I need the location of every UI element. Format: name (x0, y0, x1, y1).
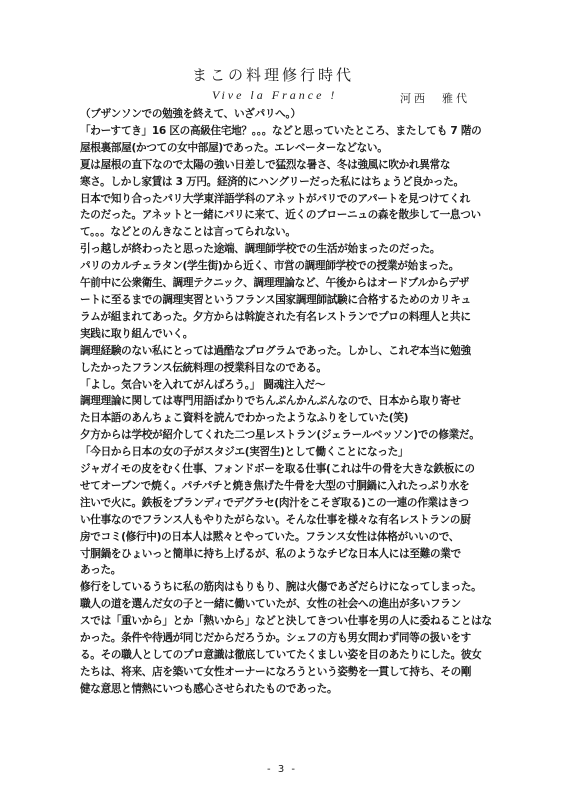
body-line: 夏は屋根の直下なので太陽の強い日差しで猛烈な暑さ、冬は強風に吹かれ異常な (80, 158, 451, 171)
body-line: 「今日から日本の女の子がスタジエ(実習生)として働くことになった」 (80, 446, 409, 459)
body-line: て。。。などとのんきなことは言ってられない。 (80, 226, 296, 239)
body-line: 「わーすてき」16 区の高級住宅地？。。。などと思っていたところ、またしても 7 階の (80, 124, 482, 137)
body-line: 夕方からは学校が紹介してくれた二つ星レストラン(ジェラールベッソン)での修業だ。 (80, 429, 480, 442)
body-line: 「よし。気合いを入れてがんばろう。」 闘魂注入だ～ (80, 378, 326, 391)
article-subtitle: Vive la France ! (212, 88, 338, 102)
body-line: 引っ越しが終わったと思った途端、調理師学校での生活が始まったのだった。 (80, 243, 441, 256)
body-line: ジャガイモの皮をむく仕事、フォンドボーを取る仕事(これは牛の骨を大きな鉄板にの (80, 463, 475, 476)
body-line: かった。条件や待遇が同じだからだろうか。シェフの方も男女問わず同等の扱いをす (80, 632, 471, 645)
body-line: ートに至るまでの調理実習というフランス国家調理師試験に合格するためのカリキュ (80, 293, 471, 306)
body-line: たちは、将来、店を築いて女性オーナーになろうという姿勢を一貫して持ち、その剛 (80, 665, 472, 678)
body-line: たのだった。アネットと一緒にパリに来て、近くのブローニュの森を散歩して一息つい (80, 209, 481, 222)
body-line: 修行をしているうちに私の筋肉はもりもり、腕は火傷であざだらけになってしまった。 (80, 581, 482, 594)
body-line: 注いで火に。鉄板をブランディでデグラセ(肉汁をこそぎ取る)この一連の作業はきつ (80, 496, 469, 509)
body-line: 日本で知り合ったパリ大学東洋語学科のアネットがパリでのアパートを見つけてくれ (80, 192, 470, 205)
body-line: た日本語のあんちょこ資料を読んでわかったようなふりをしていた(笑) (80, 412, 409, 425)
body-line: せてオーブンで焼く。パチパチと焼き焦げた牛骨を大型の寸胴鍋に入れたっぷり水を (80, 479, 470, 492)
author-name: 河西 雅代 (400, 92, 470, 105)
body-line: あった。 (80, 564, 122, 577)
page-number: - 3 - (267, 764, 297, 775)
body-line: 調理理論に関しては専門用語ばかりでちんぷんかんぷんなので、日本から取り寄せ (80, 395, 461, 408)
body-line: 午前中に公衆衛生、調理テクニック、調理理論など、午後からはオードブルからデザ (80, 277, 469, 290)
body-line: 寸胴鍋をひょいっと簡単に持ち上げるが、私のようなチビな日本人には至難の業で (80, 547, 461, 560)
body-line: る。その職人としてのプロ意識は徹底していてたくましい姿を目のあたりにした。彼女 (80, 649, 482, 661)
body-line: い仕事なのでフランス人もやりたがらない。そんな仕事を様々な有名レストランの厨 (80, 513, 471, 526)
body-line: ラムが組まれてあった。夕方からは斡旋された有名レストランでプロの料理人と共に (80, 310, 471, 323)
body-line: 実践に取り組んでいく。 (80, 327, 194, 340)
body-line: パリのカルチェラタン(学生街)から近く、市営の調理師学校での授業が始まった。 (80, 260, 460, 273)
body-line: したかったフランス伝統料理の授業科目なのである。 (80, 361, 327, 374)
body-line: 屋根裏部屋(かつての女中部屋)であった。エレベーターなどない。 (80, 141, 388, 154)
article-body (80, 106, 492, 698)
body-line: 寒さ。しかし家賃は 3 万円。経済的にハングリーだった私にはちょうど良かった。 (80, 175, 464, 188)
body-line: 健な意思と情熱にいつも感心させられたものであった。 (80, 682, 338, 695)
body-line: 調理経験のない私にとっては過酷なプログラムであった。しかし、これぞ本当に勉強 (80, 344, 471, 357)
body-line: （ブザンソンでの勉強を終えて、いざパリへ。） (80, 108, 301, 120)
body-line: 房でコミ(修行中)の日本人は黙々とやっていた。フランス女性は体格がいいので、 (80, 530, 460, 543)
body-line: スでは「重いから」とか「熱いから」などと決してきつい仕事を男の人に委ねることはな (80, 615, 492, 628)
body-line: 職人の道を選んだ女の子と一緒に働いていたが、女性の社会への進出が多いフラン (80, 598, 461, 611)
article-title: まこの料理修行時代 (192, 66, 355, 84)
